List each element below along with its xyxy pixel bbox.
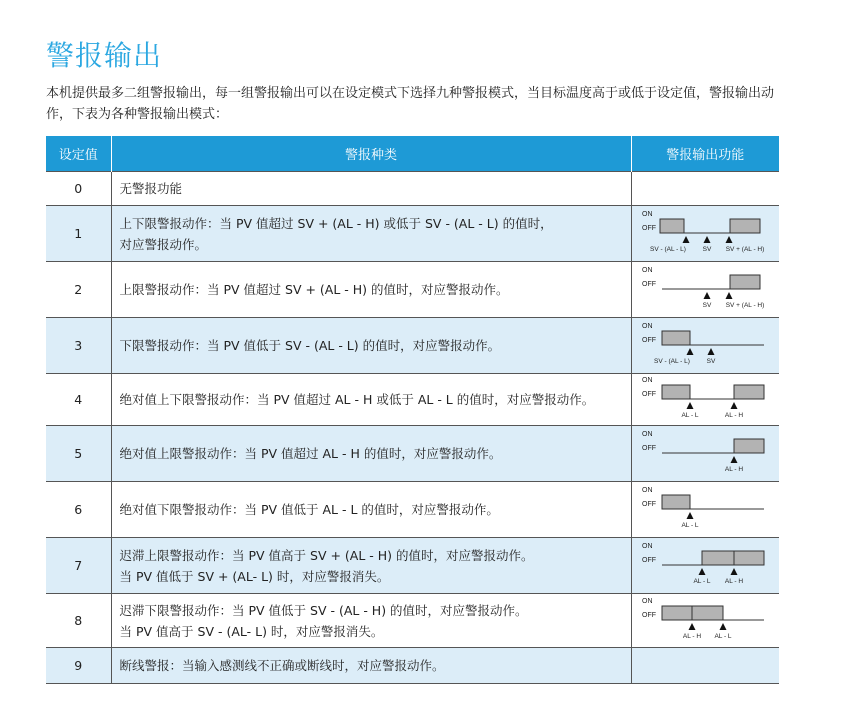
table-row [46, 374, 779, 426]
alarm-description-line: 断线警报：当输入感测线不正确或断线时，对应警报动作。 [119, 658, 445, 673]
threshold-label: AL - L [680, 412, 699, 419]
alarm-function-cell [631, 426, 779, 482]
table-row [46, 594, 779, 648]
off-label: OFF [641, 337, 656, 344]
threshold-label: SV + (AL - H) [725, 302, 764, 309]
table-row [46, 172, 779, 206]
threshold-label: SV [706, 358, 715, 365]
threshold-label: SV [702, 302, 711, 309]
threshold-label: SV [702, 246, 711, 253]
alarm-description-line: 迟滞下限警报动作：当 PV 值低于 SV - (AL - H) 的值时，对应警报动作。 [119, 602, 528, 618]
on-state-block [662, 495, 690, 509]
alarm-description-line: 当 PV 值高于 SV - (AL- L) 时，对应警报消失。 [119, 623, 384, 639]
on-state-block [734, 385, 764, 399]
off-label: OFF [641, 391, 656, 398]
alarm-type-cell [111, 206, 631, 262]
alarm-output-diagram [632, 482, 778, 537]
threshold-marker-icon [686, 402, 693, 409]
threshold-marker-icon [719, 623, 726, 630]
on-state-block [662, 331, 690, 345]
on-label: ON [641, 487, 652, 494]
off-label: OFF [641, 445, 656, 452]
setting-value-cell: 9 [46, 648, 111, 684]
alarm-description-line: 当 PV 值低于 SV + (AL- L) 时，对应警报消失。 [119, 568, 390, 584]
table-row [46, 206, 779, 262]
table-row [46, 262, 779, 318]
setting-value-cell: 8 [46, 594, 111, 648]
alarm-type-cell [111, 538, 631, 594]
alarm-type-cell [111, 648, 631, 684]
table-header-row [46, 136, 779, 172]
intro-paragraph: 本机提供最多二组警报输出，每一组警报输出可以在设定模式下选择九种警报模式，当目标温度高于或低于设定值，警报输出动作，下表为各种警报输出模式： [46, 86, 775, 122]
alarm-description-line: 上下限警报动作：当 PV 值超过 SV + (AL - H) 或低于 SV - (AL - L) 的值时， [119, 215, 553, 231]
alarm-output-diagram [632, 206, 778, 261]
alarm-function-cell [631, 482, 779, 538]
alarm-mode-table [46, 136, 779, 684]
alarm-output-diagram [632, 538, 778, 593]
table-row [46, 482, 779, 538]
alarm-description-line: 绝对值上限警报动作：当 PV 值超过 AL - H 的值时，对应警报动作。 [119, 446, 502, 461]
off-label: OFF [641, 225, 656, 232]
on-state-block [662, 606, 692, 620]
page-title: 警报输出 [46, 39, 163, 72]
setting-value-cell: 0 [46, 172, 111, 206]
threshold-label: AL - H [724, 578, 743, 585]
on-label: ON [641, 211, 652, 218]
alarm-output-diagram [632, 262, 778, 317]
alarm-function-cell [631, 374, 779, 426]
threshold-label: SV - (AL - L) [653, 358, 690, 365]
on-state-block [692, 606, 723, 620]
threshold-label: AL - H [724, 412, 743, 419]
threshold-marker-icon [686, 348, 693, 355]
off-label: OFF [641, 612, 656, 619]
alarm-description-line: 绝对值下限警报动作：当 PV 值低于 AL - L 的值时，对应警报动作。 [119, 502, 499, 517]
header-alarm-type: 警报种类 [111, 136, 631, 172]
threshold-label: SV - (AL - L) [649, 246, 686, 253]
on-label: ON [641, 543, 652, 550]
on-label: ON [641, 377, 652, 384]
on-state-block [734, 439, 764, 453]
alarm-output-diagram [632, 426, 778, 481]
threshold-label: AL - L [713, 633, 732, 640]
threshold-marker-icon [686, 512, 693, 519]
on-label: ON [641, 267, 652, 274]
setting-value-cell: 4 [46, 374, 111, 426]
threshold-marker-icon [698, 568, 705, 575]
threshold-marker-icon [688, 623, 695, 630]
setting-value-cell: 7 [46, 538, 111, 594]
threshold-marker-icon [730, 402, 737, 409]
on-state-block [730, 275, 760, 289]
alarm-type-cell [111, 426, 631, 482]
setting-value-cell: 2 [46, 262, 111, 318]
threshold-label: AL - H [724, 466, 743, 473]
alarm-description-line: 迟滞上限警报动作：当 PV 值高于 SV + (AL - H) 的值时，对应警报动作。 [119, 547, 534, 563]
off-label: OFF [641, 501, 656, 508]
on-state-block [730, 219, 760, 233]
threshold-marker-icon [682, 236, 689, 243]
on-state-block [734, 551, 764, 565]
threshold-marker-icon [725, 292, 732, 299]
alarm-description-line: 对应警报动作。 [119, 236, 208, 252]
alarm-function-cell [631, 648, 779, 684]
threshold-marker-icon [730, 456, 737, 463]
table-row [46, 318, 779, 374]
alarm-type-cell [111, 594, 631, 648]
alarm-type-cell [111, 172, 631, 206]
on-state-block [660, 219, 684, 233]
alarm-function-cell [631, 538, 779, 594]
alarm-type-cell [111, 318, 631, 374]
table-row [46, 648, 779, 684]
threshold-label: SV + (AL - H) [725, 246, 764, 253]
threshold-label: AL - L [692, 578, 711, 585]
alarm-function-cell [631, 318, 779, 374]
threshold-marker-icon [703, 292, 710, 299]
header-setting-value: 设定值 [46, 136, 111, 172]
threshold-marker-icon [703, 236, 710, 243]
threshold-label: AL - L [680, 522, 699, 529]
alarm-function-cell [631, 262, 779, 318]
on-label: ON [641, 431, 652, 438]
threshold-marker-icon [730, 568, 737, 575]
setting-value-cell: 6 [46, 482, 111, 538]
on-state-block [702, 551, 734, 565]
setting-value-cell: 3 [46, 318, 111, 374]
threshold-marker-icon [707, 348, 714, 355]
off-label: OFF [641, 281, 656, 288]
alarm-function-cell [631, 206, 779, 262]
header-alarm-function: 警报输出功能 [631, 136, 779, 172]
alarm-type-cell [111, 262, 631, 318]
threshold-marker-icon [725, 236, 732, 243]
alarm-type-cell [111, 374, 631, 426]
table-row [46, 426, 779, 482]
on-label: ON [641, 598, 652, 605]
alarm-description-line: 下限警报动作：当 PV 值低于 SV - (AL - L) 的值时，对应警报动作。 [119, 338, 501, 353]
alarm-function-cell [631, 172, 779, 206]
on-state-block [662, 385, 690, 399]
threshold-label: AL - H [682, 633, 701, 640]
setting-value-cell: 1 [46, 206, 111, 262]
alarm-output-diagram [632, 318, 778, 373]
alarm-function-cell [631, 594, 779, 648]
on-label: ON [641, 323, 652, 330]
alarm-output-diagram [632, 594, 778, 647]
table-row [46, 538, 779, 594]
alarm-description-line: 绝对值上下限警报动作：当 PV 值超过 AL - H 或低于 AL - L 的值时，对应警报动作。 [119, 392, 595, 407]
off-label: OFF [641, 557, 656, 564]
alarm-output-diagram [632, 374, 778, 425]
alarm-description-line: 上限警报动作：当 PV 值超过 SV + (AL - H) 的值时，对应警报动作。 [119, 282, 509, 297]
alarm-description-line: 无警报功能 [119, 181, 183, 196]
setting-value-cell: 5 [46, 426, 111, 482]
alarm-type-cell [111, 482, 631, 538]
